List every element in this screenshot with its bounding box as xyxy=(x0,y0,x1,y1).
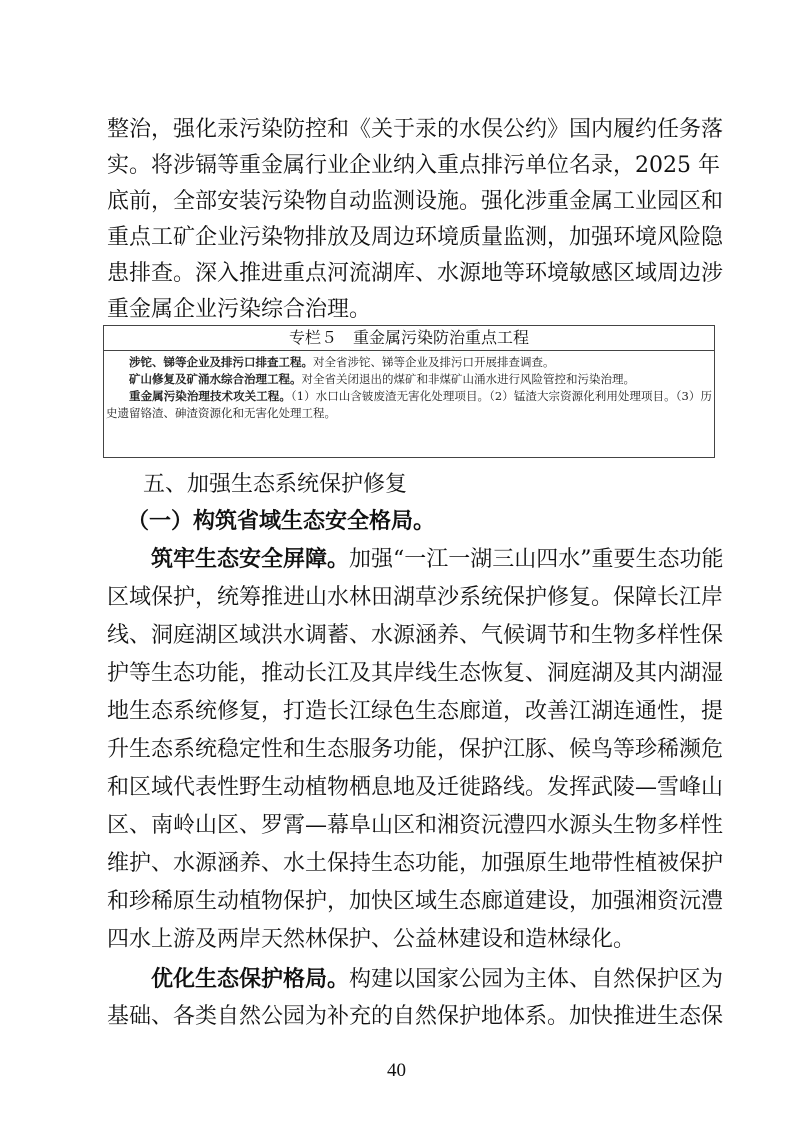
text-line: 重金属企业污染综合治理。 xyxy=(107,297,372,322)
box-item-heading: 重金属污染治理技术攻关工程。 xyxy=(129,389,291,403)
text-line: 护等生态功能，推动长江及其岸线生态恢复、洞庭湖及其内湖湿 xyxy=(107,661,724,686)
text-line: 升生态系统稳定性和生态服务功能，保护江豚、候鸟等珍稀濒危 xyxy=(107,737,724,762)
box-body xyxy=(104,351,714,422)
paragraph-lead: 优化生态保护格局。 xyxy=(151,967,350,992)
line-text: 加强“一江一湖三山四水”重要生态功能 xyxy=(349,547,724,572)
text-line xyxy=(151,545,724,575)
text-line: 地生态系统修复，打造长江绿色生态廊道，改善江湖连通性，提 xyxy=(107,699,724,724)
line-text: 构建以国家公园为主体、自然保护区为 xyxy=(349,967,724,992)
box-item xyxy=(106,354,712,371)
box-item xyxy=(106,388,712,422)
text-line: 和区域代表性野生动植物栖息地及迁徙路线。发挥武陵—雪峰山 xyxy=(107,775,724,800)
text-line: 整治，强化汞污染防控和《关于汞的水俣公约》国内履约任务落 xyxy=(107,117,724,142)
text-line: 实。将涉镉等重金属行业企业纳入重点排污单位名录，2025 年 xyxy=(107,153,720,178)
box-item-heading: 矿山修复及矿涌水综合治理工程。 xyxy=(129,372,302,386)
box-item xyxy=(106,371,712,388)
box-item-text: （1）水口山含铍废渣无害化处理项目。（2）锰渣大宗资源化利用处理项目。（3）历史遗留铬渣、砷渣资源化和无害化处理工程。 xyxy=(106,389,712,420)
text-line: 和珍稀原生动植物保护，加快区域生态廊道建设，加强湘资沅澧 xyxy=(107,889,724,914)
text-line: 五、加强生态系统保护修复 xyxy=(143,472,408,497)
text-line: 重点工矿企业污染物排放及周边环境质量监测，加强环境风险隐 xyxy=(107,225,724,250)
text-line: 区域保护，统筹推进山水林田湖草沙系统保护修复。保障长江岸 xyxy=(107,585,724,610)
special-column-box xyxy=(103,325,715,458)
page-number: 40 xyxy=(387,1060,406,1081)
box-item-heading: 涉铊、锑等企业及排污口排查工程。 xyxy=(129,355,313,369)
text-line: 四水上游及两岸天然林保护、公益林建设和造林绿化。 xyxy=(107,927,636,952)
text-line: 区、南岭山区、罗霄—幕阜山区和湘资沅澧四水源头生物多样性 xyxy=(107,813,724,838)
text-line: 患排查。深入推进重点河流湖库、水源地等环境敏感区域周边涉 xyxy=(107,261,724,286)
paragraph-lead: 筑牢生态安全屏障。 xyxy=(151,547,350,572)
text-line xyxy=(151,965,724,995)
text-line: 线、洞庭湖区域洪水调蓄、水源涵养、气候调节和生物多样性保 xyxy=(107,623,724,648)
box-item-text: 对全省关闭退出的煤矿和非煤矿山涌水进行风险管控和污染治理。 xyxy=(301,372,635,386)
text-line: （一）构筑省域生态安全格局。 xyxy=(127,509,436,534)
box-title: 专栏５ 重金属污染防治重点工程 xyxy=(104,326,714,351)
text-line: 维护、水源涵养、水土保持生态功能，加强原生地带性植被保护 xyxy=(107,851,724,876)
text-line: 底前，全部安装污染物自动监测设施。强化涉重金属工业园区和 xyxy=(107,189,724,214)
text-line: 基础、各类自然公园为补充的自然保护地体系。加快推进生态保 xyxy=(107,1004,724,1029)
box-item-text: 对全省涉铊、锑等企业及排污口开展排查调查。 xyxy=(313,355,555,369)
